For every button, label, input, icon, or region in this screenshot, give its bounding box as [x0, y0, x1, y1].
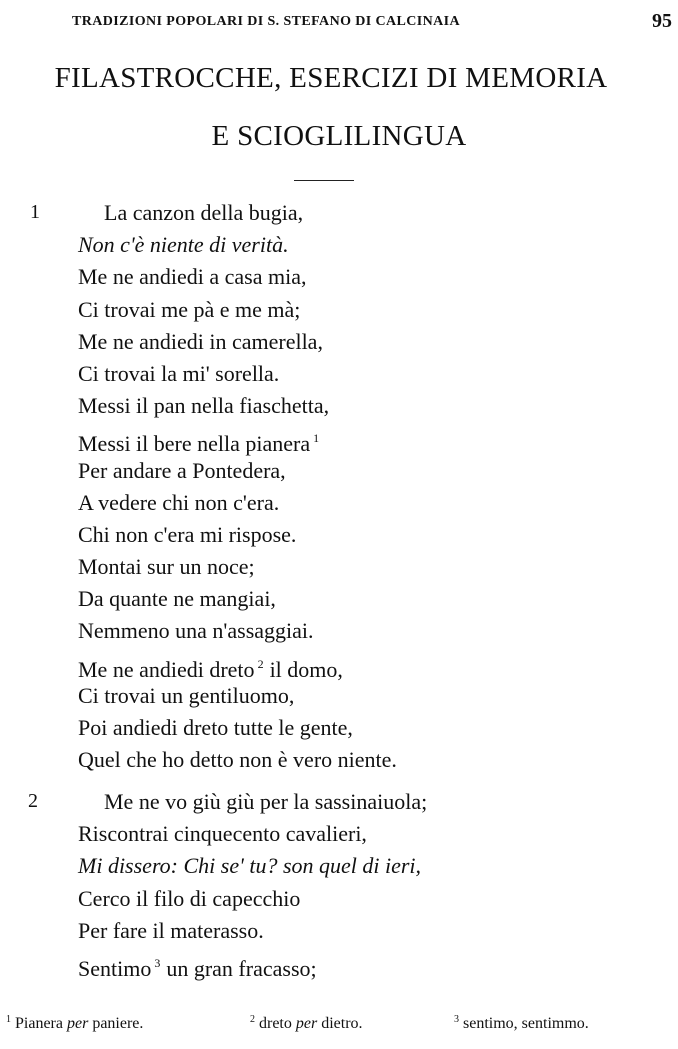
- poem-number-2: 2: [28, 790, 38, 812]
- footnote-gloss: dietro.: [321, 1015, 363, 1032]
- footnote-ref: 2: [257, 656, 264, 671]
- section-title-line-1: FILASTROCCHE, ESERCIZI DI MEMORIA: [54, 62, 608, 94]
- line-text: Per andare a Pontedera,: [78, 457, 286, 483]
- line-text: Nemmeno una n'assaggiai.: [78, 618, 314, 644]
- line-text: Ci trovai un gentiluomo,: [78, 682, 295, 708]
- line-text: Me ne vo giù giù per la sassinaiuola;: [104, 789, 428, 814]
- poem-line: [78, 455, 397, 487]
- poem-line: [78, 487, 397, 519]
- line-text: Poi andiedi dreto tutte le gente,: [78, 715, 353, 740]
- running-head: [0, 8, 678, 38]
- running-title: TRADIZIONI POPOLARI DI S. STEFANO DI CALCINAIA: [72, 14, 461, 29]
- line-text: Me ne andiedi dreto: [78, 656, 255, 682]
- footnote-mark: 1: [6, 1014, 11, 1025]
- footnote-per: per: [295, 1015, 318, 1032]
- poem-2: [78, 786, 427, 979]
- poem-line: [78, 615, 397, 647]
- poem-line: [78, 818, 427, 850]
- footnote-mark: 3: [454, 1014, 459, 1025]
- line-text: Cerco il filo di capecchio: [78, 885, 301, 911]
- poem-line: [78, 850, 427, 882]
- poem-line: [78, 261, 397, 293]
- footnote-term: Pianera: [15, 1015, 63, 1032]
- line-text: Montai sur un noce;: [78, 554, 255, 580]
- footnote-gloss: paniere.: [92, 1015, 144, 1032]
- line-text: A vedere chi non c'era.: [78, 489, 280, 515]
- footnote-1: [6, 1014, 143, 1033]
- line-text: Ci trovai la mi' sorella.: [78, 360, 280, 386]
- poem-line: [78, 519, 397, 551]
- poem-line: [78, 358, 397, 390]
- poem-line: [78, 583, 397, 615]
- poem-line: [78, 648, 397, 680]
- line-text: Per fare il materasso.: [78, 917, 264, 943]
- title-divider: [294, 180, 354, 181]
- page-number: 95: [652, 10, 672, 32]
- poem-1: [78, 197, 397, 776]
- footnote-ref: 3: [154, 955, 161, 970]
- footnote-term: dreto: [259, 1015, 292, 1032]
- poem-line: [78, 883, 427, 915]
- line-text: Non c'è niente di verità.: [78, 232, 289, 258]
- poem-line: [78, 390, 397, 422]
- line-text: Chi non c'era mi rispose.: [78, 521, 297, 547]
- poem-line: [78, 422, 397, 457]
- poem-number-1: 1: [30, 201, 40, 223]
- poem-line: [78, 229, 397, 261]
- line-text-tail: il domo,: [269, 656, 343, 682]
- poem-line: [78, 680, 397, 712]
- line-text: La canzon della bugia,: [104, 200, 304, 225]
- footnote-gloss: sentimmo.: [521, 1015, 589, 1032]
- poem-line: [78, 786, 427, 818]
- line-text-tail: un gran fracasso;: [166, 955, 317, 981]
- line-text: Ci trovai me pà e me mà;: [78, 296, 301, 322]
- footnote-term: sentimo,: [463, 1015, 518, 1032]
- line-text: Sentimo: [78, 955, 152, 981]
- poem-line: [78, 744, 397, 776]
- poem-line: [78, 915, 427, 947]
- poem-line: [78, 947, 427, 979]
- footnote-3: [454, 1014, 589, 1033]
- footnote-ref: 1: [313, 431, 320, 446]
- line-text: Me ne andiedi a casa mia,: [78, 264, 307, 290]
- footnote-2: [250, 1014, 363, 1033]
- poem-line: [78, 551, 397, 583]
- section-title-line-2: E SCIOGLILINGUA: [211, 120, 467, 152]
- line-text: Messi il bere nella pianera: [78, 431, 311, 457]
- poem-line: [78, 712, 397, 744]
- line-text: Messi il pan nella fiaschetta,: [78, 393, 330, 419]
- line-text: Riscontrai cinquecento cavalieri,: [78, 821, 367, 847]
- poem-line: [78, 326, 397, 358]
- poem-line: [78, 294, 397, 326]
- line-text: Mi dissero: Chi se' tu? son quel di ieri,: [78, 853, 422, 879]
- footnote-per: per: [66, 1015, 89, 1032]
- line-text: Da quante ne mangiai,: [78, 586, 276, 612]
- footnote-mark: 2: [250, 1014, 255, 1025]
- line-text: Me ne andiedi in camerella,: [78, 328, 323, 354]
- poem-line: [78, 197, 397, 229]
- line-text: Quel che ho detto non è vero niente.: [78, 747, 397, 773]
